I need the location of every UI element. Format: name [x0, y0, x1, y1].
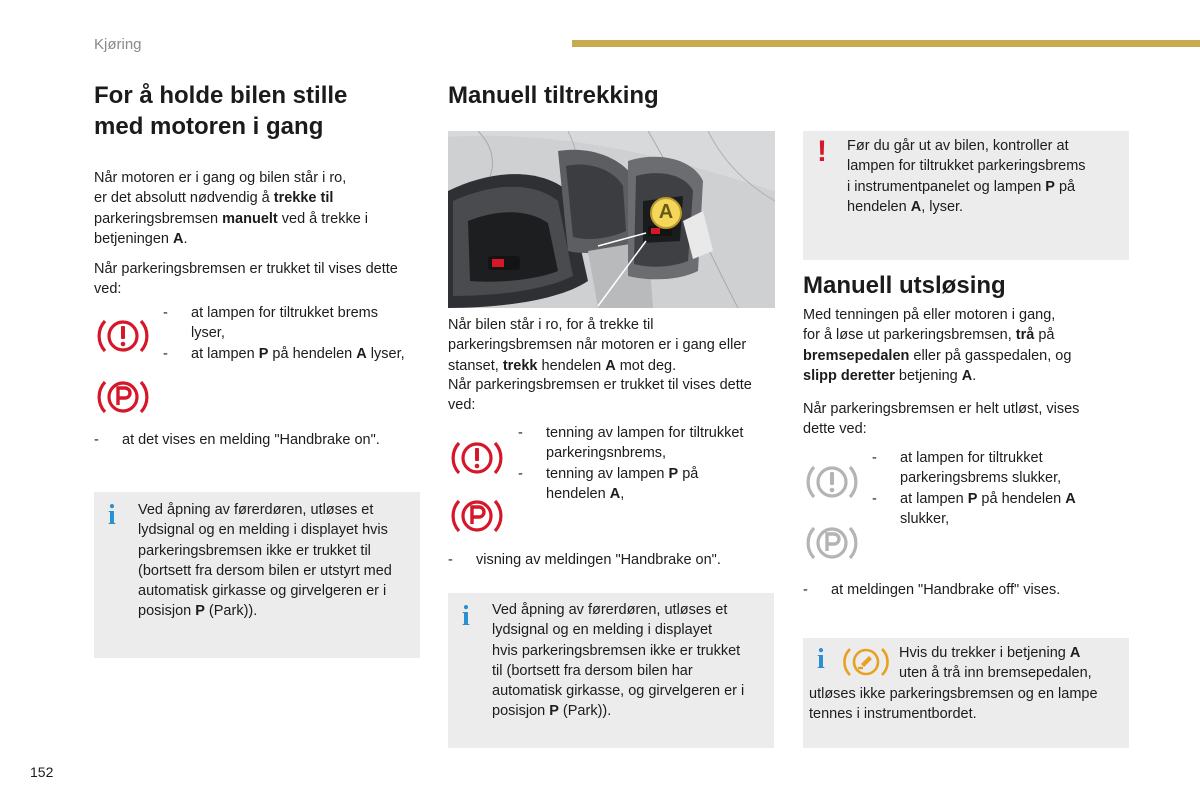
heading-manual-apply: Manuell tiltrekking — [448, 82, 659, 109]
warning-box-text: Før du går ut av bilen, kontroller at lampen for tiltrukket parkeringsbrems i instrumentpanelet og lampen P på hendelen A, lyser. — [847, 138, 1086, 215]
brake-warning-red-icon — [450, 436, 504, 480]
list-item: - at lampen for tiltrukket brems lyser, — [163, 305, 378, 342]
col3-paragraph-1: Med tenningen på eller motoren i gang, for å løse ut parkeringsbremsen, trå på bremsepedalen eller på gasspedalen, og slipp deretter betjening A. — [803, 307, 1072, 384]
list-item: - at lampen P på hendelen A lyser, — [163, 345, 405, 362]
parking-p-red-icon — [450, 494, 504, 538]
heading-hold-car-still — [94, 80, 424, 142]
info-icon: i — [462, 601, 470, 632]
header-accent-bar — [572, 40, 1200, 47]
heading-line-2: med motoren i gang — [94, 113, 324, 140]
list-item: - tenning av lampen for tiltrukket parkeringsnbrems, — [518, 425, 744, 462]
col1-info-box — [94, 492, 420, 658]
parking-p-gray-icon — [805, 521, 859, 565]
page-number: 152 — [30, 764, 54, 780]
list-item: - at lampen for tiltrukket parkeringsbrems slukker, — [872, 450, 1062, 487]
col3-paragraph-2: Når parkeringsbremsen er helt utløst, vises dette ved: — [803, 401, 1080, 438]
parking-brake-lever-illustration — [448, 131, 775, 308]
warning-exclamation-icon: ! — [817, 135, 827, 168]
section-title: Kjøring — [94, 36, 142, 53]
brake-warning-red-icon — [96, 314, 150, 358]
col2-info-box — [448, 593, 774, 748]
col2-handbrake-message-item: - visning av meldingen "Handbrake on". — [448, 552, 721, 568]
col3-warning-box — [803, 131, 1129, 260]
brake-warning-gray-icon — [805, 460, 859, 504]
info-box-text: Ved åpning av førerdøren, utløses et lydsignal og en melding i displayet hvis parkeringsbremsen ikke er trukket til (bortsett fra dersom bilen har automatisk girkasse, og girvelgeren er i posisjon P (Park)). — [492, 602, 745, 720]
col2-paragraph-1: Når bilen står i ro, for å trekke til parkeringsbremsen når motoren er i gang eller stanset, trekk hendelen A mot deg. — [448, 317, 747, 374]
col1-handbrake-message-item: - at det vises en melding "Handbrake on". — [94, 432, 380, 448]
col3-handbrake-off-item: - at meldingen "Handbrake off" vises. — [803, 582, 1061, 598]
lever-photo-svg — [448, 131, 775, 308]
parking-p-red-icon — [96, 375, 150, 419]
col1-paragraph-2: Når parkeringsbremsen er trukket til vises dette ved: — [94, 261, 398, 298]
info-icon: i — [817, 644, 825, 675]
info-box-text-top: Hvis du trekker i betjening A uten å trå inn bremsepedalen, — [899, 645, 1092, 682]
brake-pedal-orange-icon — [841, 644, 891, 680]
col1-paragraph-1: Når motoren er i gang og bilen står i ro, er det absolutt nødvendig å trekke til parkeringsbremsen manuelt ved å trekke i betjeningen A. — [94, 170, 369, 247]
list-item: - tenning av lampen P på hendelen A, — [518, 465, 699, 502]
col1-indicator-list — [163, 303, 425, 364]
info-icon: i — [108, 500, 116, 531]
info-box-text-bottom: utløses ikke parkeringsbremsen og en lampe tennes i instrumentbordet. — [809, 686, 1098, 723]
heading-line-1: For å holde bilen stille — [94, 82, 348, 109]
heading-manual-release: Manuell utsløsing — [803, 272, 1006, 299]
callout-label-a: A — [658, 201, 674, 223]
col3-indicator-list — [872, 448, 1132, 529]
col3-info-box — [803, 638, 1129, 748]
list-item: - at lampen P på hendelen A slukker, — [872, 490, 1076, 527]
info-box-text: Ved åpning av førerdøren, utløses et lydsignal og en melding i displayet hvis parkeringsbremsen ikke er trukket til (bortsett fra dersom bilen er utstyrt med automatisk girkasse og girvelgeren er i posisjon P (Park)). — [138, 502, 392, 620]
col2-indicator-list — [518, 423, 778, 504]
col2-paragraph-2: Når parkeringsbremsen er trukket til vises dette ved: — [448, 377, 752, 414]
